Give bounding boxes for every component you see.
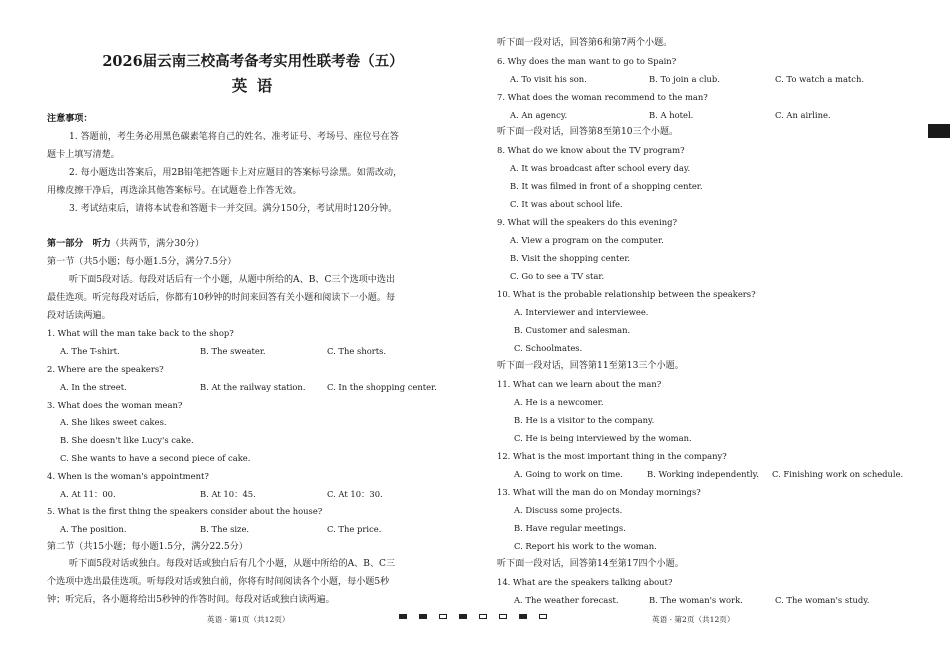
q10-option-c: C. Schoolmates. (514, 343, 583, 353)
question-12-stem: 12. What is the most important thing in the company? (497, 451, 727, 461)
section2-instruction: 钟；听完后，各小题将给出5秒钟的作答时间。每段对话或独白读两遍。 (47, 595, 335, 605)
q5-option-a: A. The position. (60, 524, 127, 534)
directions-14-17: 听下面一段对话，回答第14至第17四个小题。 (497, 559, 684, 569)
registration-mark (459, 614, 467, 619)
q13-option-b: B. Have regular meetings. (514, 523, 626, 533)
q11-option-c: C. He is being interviewed by the woman. (514, 433, 692, 443)
section2-instruction: 听下面5段对话或独白。每段对话或独白后有几个小题，从题中所给的A、B、C三 (69, 559, 396, 569)
q13-option-c: C. Report his work to the woman. (514, 541, 657, 551)
part1-heading (47, 238, 204, 250)
q2-option-b: B. At the railway station. (200, 382, 306, 392)
q5-option-b: B. The size. (200, 524, 250, 534)
q4-option-b: B. At 10：45. (200, 489, 256, 499)
question-13-stem: 13. What will the man do on Monday mornings? (497, 487, 701, 497)
directions-6-7: 听下面一段对话，回答第6和第7两个小题。 (497, 38, 673, 48)
question-9-stem: 9. What will the speakers do this evening? (497, 217, 677, 227)
q12-option-a: A. Going to work on time. (514, 469, 623, 479)
notice-line: 用橡皮擦干净后，再选涂其他答案标号。在试题卷上作答无效。 (47, 186, 302, 196)
registration-mark (419, 614, 427, 619)
notice-line: 1. 答题前，考生务必用黑色碳素笔将自己的姓名、准考证号、考场号、座位号在答 (69, 132, 399, 142)
q10-option-b: B. Customer and salesman. (514, 325, 631, 335)
q4-option-a: A. At 11：00. (60, 489, 116, 499)
directions-11-13: 听下面一段对话，回答第11至第13三个小题。 (497, 361, 684, 371)
q4-option-c: C. At 10：30. (327, 489, 383, 499)
question-5-stem: 5. What is the first thing the speakers consider about the house? (47, 506, 323, 516)
q6-option-b: B. To join a club. (649, 74, 720, 84)
exam-title: 2026届云南三校高考备考实用性联考卷（五） (102, 53, 404, 70)
q1-option-c: C. The shorts. (327, 346, 387, 356)
side-margin-tab (928, 124, 950, 138)
registration-mark (399, 614, 407, 619)
q7-option-c: C. An airline. (775, 110, 831, 120)
directions-8-10: 听下面一段对话，回答第8至第10三个小题。 (497, 127, 679, 137)
q8-option-b: B. It was filmed in front of a shopping center. (510, 181, 703, 191)
q7-option-a: A. An agency. (510, 110, 568, 120)
exam-subject: 英 语 (231, 76, 275, 95)
question-3-stem: 3. What does the woman mean? (47, 400, 183, 410)
q13-option-a: A. Discuss some projects. (514, 505, 623, 515)
q14-option-c: C. The woman's study. (775, 595, 870, 605)
question-8-stem: 8. What do we know about the TV program? (497, 145, 685, 155)
q3-option-a: A. She likes sweet cakes. (60, 417, 167, 427)
q8-option-a: A. It was broadcast after school every day. (510, 163, 691, 173)
q6-option-c: C. To watch a match. (775, 74, 865, 84)
question-11-stem: 11. What can we learn about the man? (497, 379, 662, 389)
registration-mark (499, 614, 507, 619)
q9-option-c: C. Go to see a TV star. (510, 271, 605, 281)
section2-title: 第二节（共15小题；每小题1.5分，满分22.5分） (47, 542, 248, 552)
q2-option-c: C. In the shopping center. (327, 382, 437, 392)
notice-heading: 注意事项： (47, 113, 93, 124)
registration-mark (539, 614, 547, 619)
question-2-stem: 2. Where are the speakers? (47, 364, 164, 374)
page-footer-right: 英语 · 第2页（共12页） (652, 615, 735, 624)
question-7-stem: 7. What does the woman recommend to the man? (497, 92, 708, 102)
q14-option-a: A. The weather forecast. (514, 595, 619, 605)
section1-instruction: 听下面5段对话。每段对话后有一个小题，从题中所给的A、B、C三个选项中选出 (69, 275, 396, 285)
registration-mark (519, 614, 527, 619)
question-1-stem: 1. What will the man take back to the shop? (47, 328, 234, 338)
q10-option-a: A. Interviewer and interviewee. (514, 307, 649, 317)
q11-option-a: A. He is a newcomer. (514, 397, 604, 407)
notice-line: 3. 考试结束后，请将本试卷和答题卡一并交回。满分150分，考试用时120分钟。 (69, 204, 398, 214)
notice-line: 2. 每小题选出答案后，用2B铅笔把答题卡上对应题目的答案标号涂黑。如需改动， (69, 168, 403, 178)
q7-option-b: B. A hotel. (649, 110, 694, 120)
section1-instruction: 最佳选项。听完每段对话后，你都有10秒钟的时间来回答有关小题和阅读下一小题。每 (47, 293, 396, 303)
question-14-stem: 14. What are the speakers talking about? (497, 577, 673, 587)
q1-option-a: A. The T-shirt. (60, 346, 120, 356)
q6-option-a: A. To visit his son. (510, 74, 587, 84)
q9-option-a: A. View a program on the computer. (510, 235, 664, 245)
part1-heading-text: 第一部分 听力 (47, 238, 111, 249)
question-4-stem: 4. When is the woman's appointment? (47, 471, 209, 481)
section1-instruction: 段对话读两遍。 (47, 311, 111, 321)
q12-option-c: C. Finishing work on schedule. (772, 469, 904, 479)
question-10-stem: 10. What is the probable relationship between the speakers? (497, 289, 756, 299)
notice-line: 题卡上填写清楚。 (47, 150, 120, 160)
q11-option-b: B. He is a visitor to the company. (514, 415, 655, 425)
q3-option-c: C. She wants to have a second piece of cake. (60, 453, 251, 463)
section2-instruction: 个选项中选出最佳选项。听每段对话或独白前，你将有时间阅读各个小题，每小题5秒 (47, 577, 390, 587)
q8-option-c: C. It was about school life. (510, 199, 623, 209)
q12-option-b: B. Working independently. (647, 469, 759, 479)
q3-option-b: B. She doesn't like Lucy's cake. (60, 435, 194, 445)
q5-option-c: C. The price. (327, 524, 382, 534)
q9-option-b: B. Visit the shopping center. (510, 253, 631, 263)
q1-option-b: B. The sweater. (200, 346, 266, 356)
q2-option-a: A. In the street. (60, 382, 127, 392)
registration-mark (439, 614, 447, 619)
page-footer-left: 英语 · 第1页（共12页） (207, 615, 290, 624)
registration-mark (479, 614, 487, 619)
q14-option-b: B. The woman's work. (649, 595, 743, 605)
part1-heading-note: （共两节，满分30分） (110, 239, 205, 249)
section1-title: 第一节（共5小题；每小题1.5分，满分7.5分） (47, 257, 237, 267)
question-6-stem: 6. Why does the man want to go to Spain? (497, 56, 677, 66)
